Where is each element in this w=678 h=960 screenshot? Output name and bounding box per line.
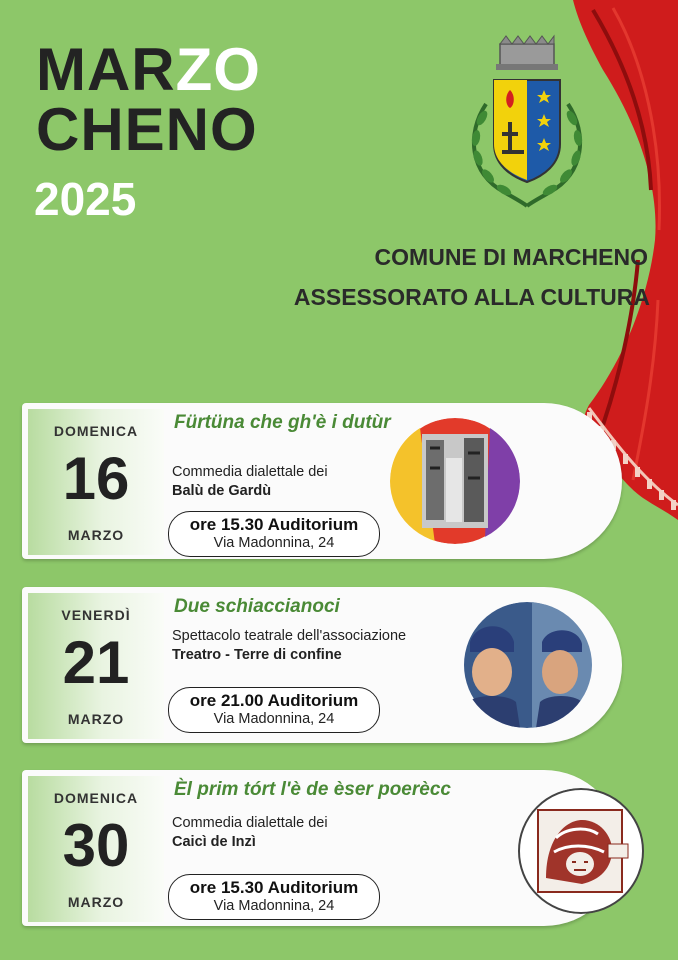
event-photo-balloon [390,418,520,544]
event-desc-text: Commedia dialettale dei [172,464,328,480]
event-weekday: DOMENICA [53,790,139,806]
organizer-line1: COMUNE DI MARCHENO [374,244,648,270]
title-line2: CHENO [36,96,258,163]
event-description [172,814,328,852]
event-company: Treatro - Terre di confine [172,647,342,663]
event-date-box [28,409,164,555]
event-time: ore 21.00 Auditorium [189,691,359,710]
event-time: ore 15.30 Auditorium [189,878,359,897]
event-weekday: DOMENICA [53,423,139,439]
event-time-location [168,687,380,733]
event-time-location [168,874,380,920]
event-card-1 [22,403,622,559]
title-part-dark: MAR [36,36,176,103]
event-month: MARZO [67,711,125,727]
event-time: ore 15.30 Auditorium [189,515,359,534]
event-card-2 [22,587,622,743]
event-photo-actors [462,602,592,728]
event-company: Caicì de Inzì [172,834,256,850]
event-month: MARZO [67,527,125,543]
title-part-light: ZO [175,36,261,103]
page-title [36,36,261,163]
organizer-line2: ASSESSORATO ALLA CULTURA [293,284,650,310]
event-day: 21 [62,629,130,696]
event-day: 30 [62,812,130,879]
event-time-location [168,511,380,557]
event-card-3 [22,770,622,926]
event-desc-text: Spettacolo teatrale dell'associazione [172,628,407,644]
event-description [172,463,328,501]
event-date-box [28,776,164,922]
event-address: Via Madonnina, 24 [213,711,335,727]
event-date-box [28,593,164,739]
event-month: MARZO [67,894,125,910]
event-title: Fürtüna che gh'è i dutùr [174,412,391,433]
municipal-crest-icon [456,34,598,214]
event-weekday: VENERDÌ [61,607,131,623]
year: 2025 [34,173,137,225]
event-address: Via Madonnina, 24 [213,535,335,551]
event-title: Due schiaccianoci [174,596,340,617]
event-title: Èl prim tórt l'è de èser poerècc [174,779,451,800]
event-desc-text: Commedia dialettale dei [172,815,328,831]
event-day: 16 [62,445,130,512]
event-company: Balù de Gardù [172,483,272,499]
event-logo-theater-company [516,788,646,914]
event-address: Via Madonnina, 24 [213,898,335,914]
event-description [172,627,406,665]
